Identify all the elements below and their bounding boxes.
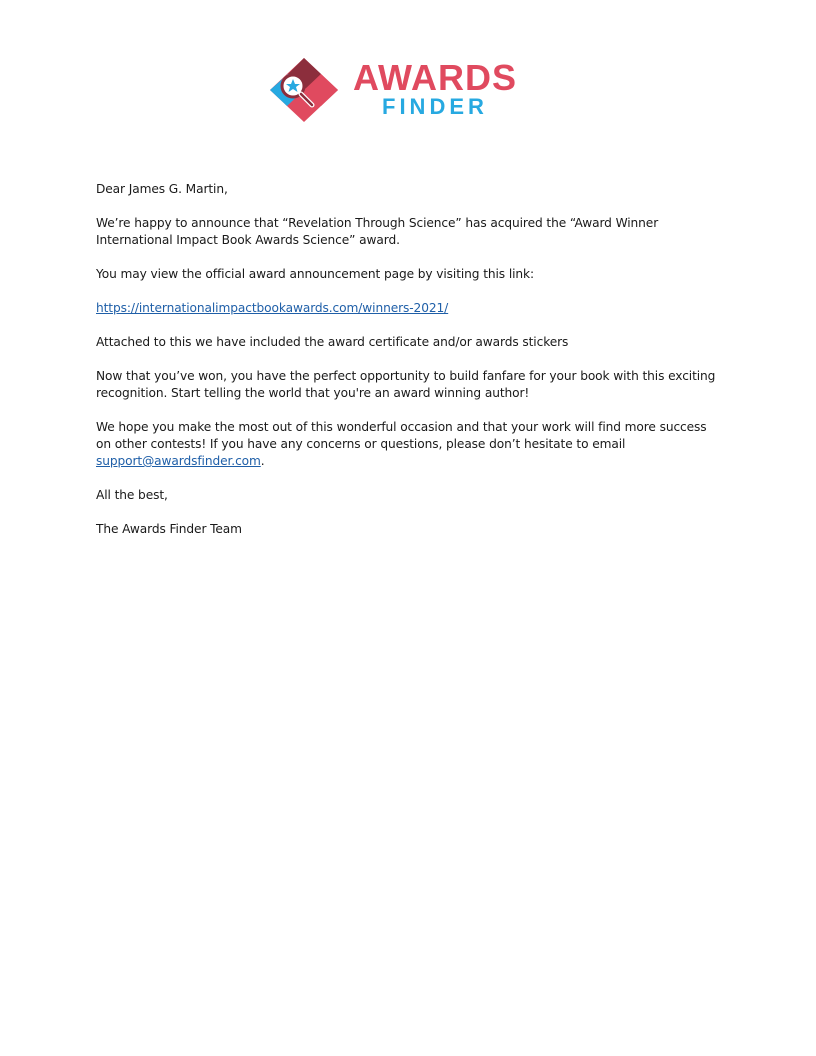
logo-word-finder: FINDER [382, 94, 488, 119]
book-magnifier-icon [270, 58, 338, 122]
encouragement-paragraph: Now that you’ve won, you have the perfect opportunity to build fanfare for your book with this exciting recognition. Start telling the world that you're an award winning author! [96, 369, 716, 400]
closing-paragraph [96, 419, 716, 470]
view-intro-paragraph: You may view the official award announcement page by visiting this link: [96, 267, 534, 281]
signature: The Awards Finder Team [96, 522, 242, 536]
salutation: Dear James G. Martin, [96, 182, 228, 196]
logo-word-awards: AWARDS [353, 57, 518, 98]
award-link-paragraph [96, 300, 716, 317]
closing-text: We hope you make the most out of this wonderful occasion and that your work will find more success on other contests! If you have any concerns or questions, please don’t hesitate to email [96, 420, 707, 451]
closing-period: . [260, 454, 265, 468]
logo-graphic [266, 56, 556, 124]
support-email-link[interactable]: support@awardsfinder.com [96, 454, 261, 468]
awards-finder-logo [266, 56, 556, 124]
signoff: All the best, [96, 488, 168, 502]
attachment-note: Attached to this we have included the award certificate and/or awards stickers [96, 335, 569, 349]
announcement-paragraph: We’re happy to announce that “Revelation Through Science” has acquired the “Award Winner International Impact Book Awards Science” award. [96, 216, 659, 247]
award-announcement-link[interactable]: https://internationalimpactbookawards.com/winners-2021/ [96, 301, 449, 315]
letter-body [96, 181, 716, 555]
